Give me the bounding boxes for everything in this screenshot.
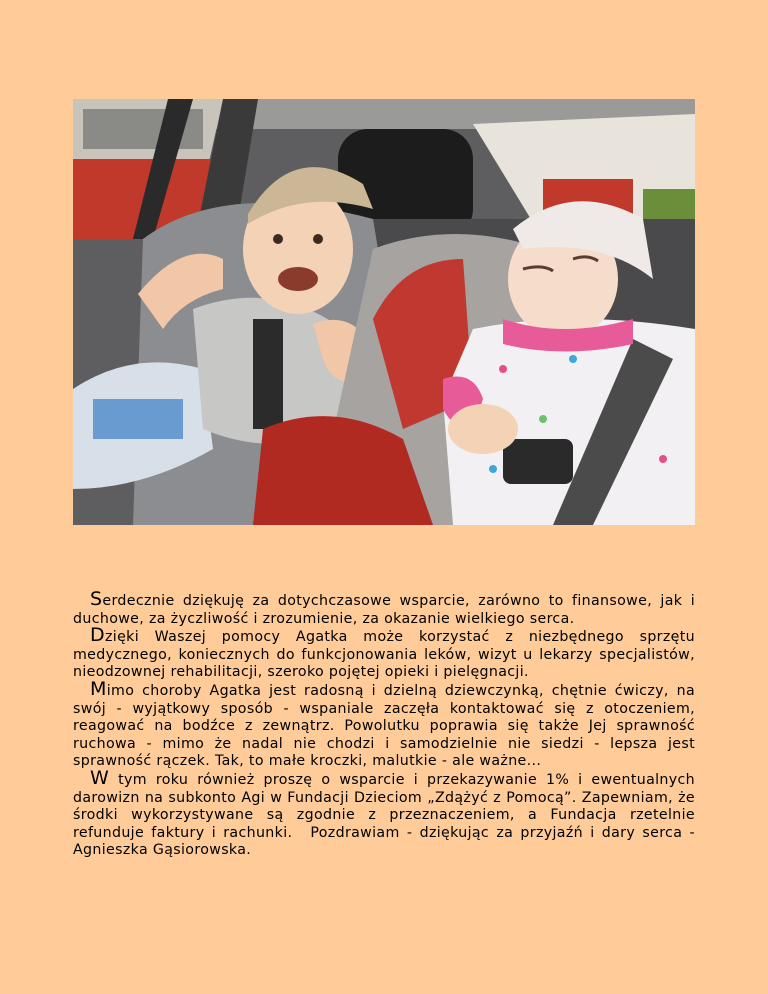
- paragraph-text: tym roku również proszę o wsparcie i przekazywanie 1% i ewentualnych darowizn na subkonto Agi w Fundacji Dzieciom „Zdążyć z Pomocą”. Zapewniam, że środki wykorzystywane są zgodnie z przeznaczeniem, a Fundacja rzetelnie refunduje faktury i rachunki.: [73, 771, 695, 841]
- paragraph-text: zięki Waszej pomocy Agatka może korzystać z niezbędnego sprzętu medycznego, koniecznych do funkcjonowania leków, wizyt u lekarzy specjalistów, nieodzownej rehabilitacji, szeroko pojętej opieki i pielęgnacji.: [73, 629, 695, 681]
- paragraph-1: [73, 588, 695, 628]
- drop-initial: S: [90, 588, 103, 610]
- drop-initial: D: [90, 624, 105, 647]
- paragraph-4: [73, 766, 695, 860]
- drop-initial: W: [90, 766, 110, 789]
- paragraph-text: erdecznie dziękuję za dotychczasowe wsparcie, zarówno to finansowe, jak i duchowe, za życzliwość i zrozumienie, za okazanie wielkiego serca.: [73, 593, 695, 627]
- paragraph-3: [73, 677, 695, 771]
- closing-signature: Pozdrawiam - dziękując za przyjaźń i dary serca - Agnieszka Gąsiorowska.: [73, 824, 695, 859]
- letter-text: [73, 588, 695, 860]
- photo-children-in-car-seats: [73, 99, 695, 525]
- paragraph-text: imo choroby Agatka jest radosną i dzielną dziewczynką, chętnie ćwiczy, na swój - wyjątkowy sposób - wspaniale zaczęła kontaktować się z otoczeniem, reagować na bodźce z zewnątrz. Powolutku poprawia się także Jej sprawność ruchowa - mimo że nadal nie chodzi i samodzielnie nie siedzi - lepsza jest sprawność rączek. Tak, to małe kroczki, malutkie - ale ważne...: [73, 682, 695, 770]
- paragraph-2: [73, 624, 695, 682]
- drop-initial: M: [90, 677, 107, 700]
